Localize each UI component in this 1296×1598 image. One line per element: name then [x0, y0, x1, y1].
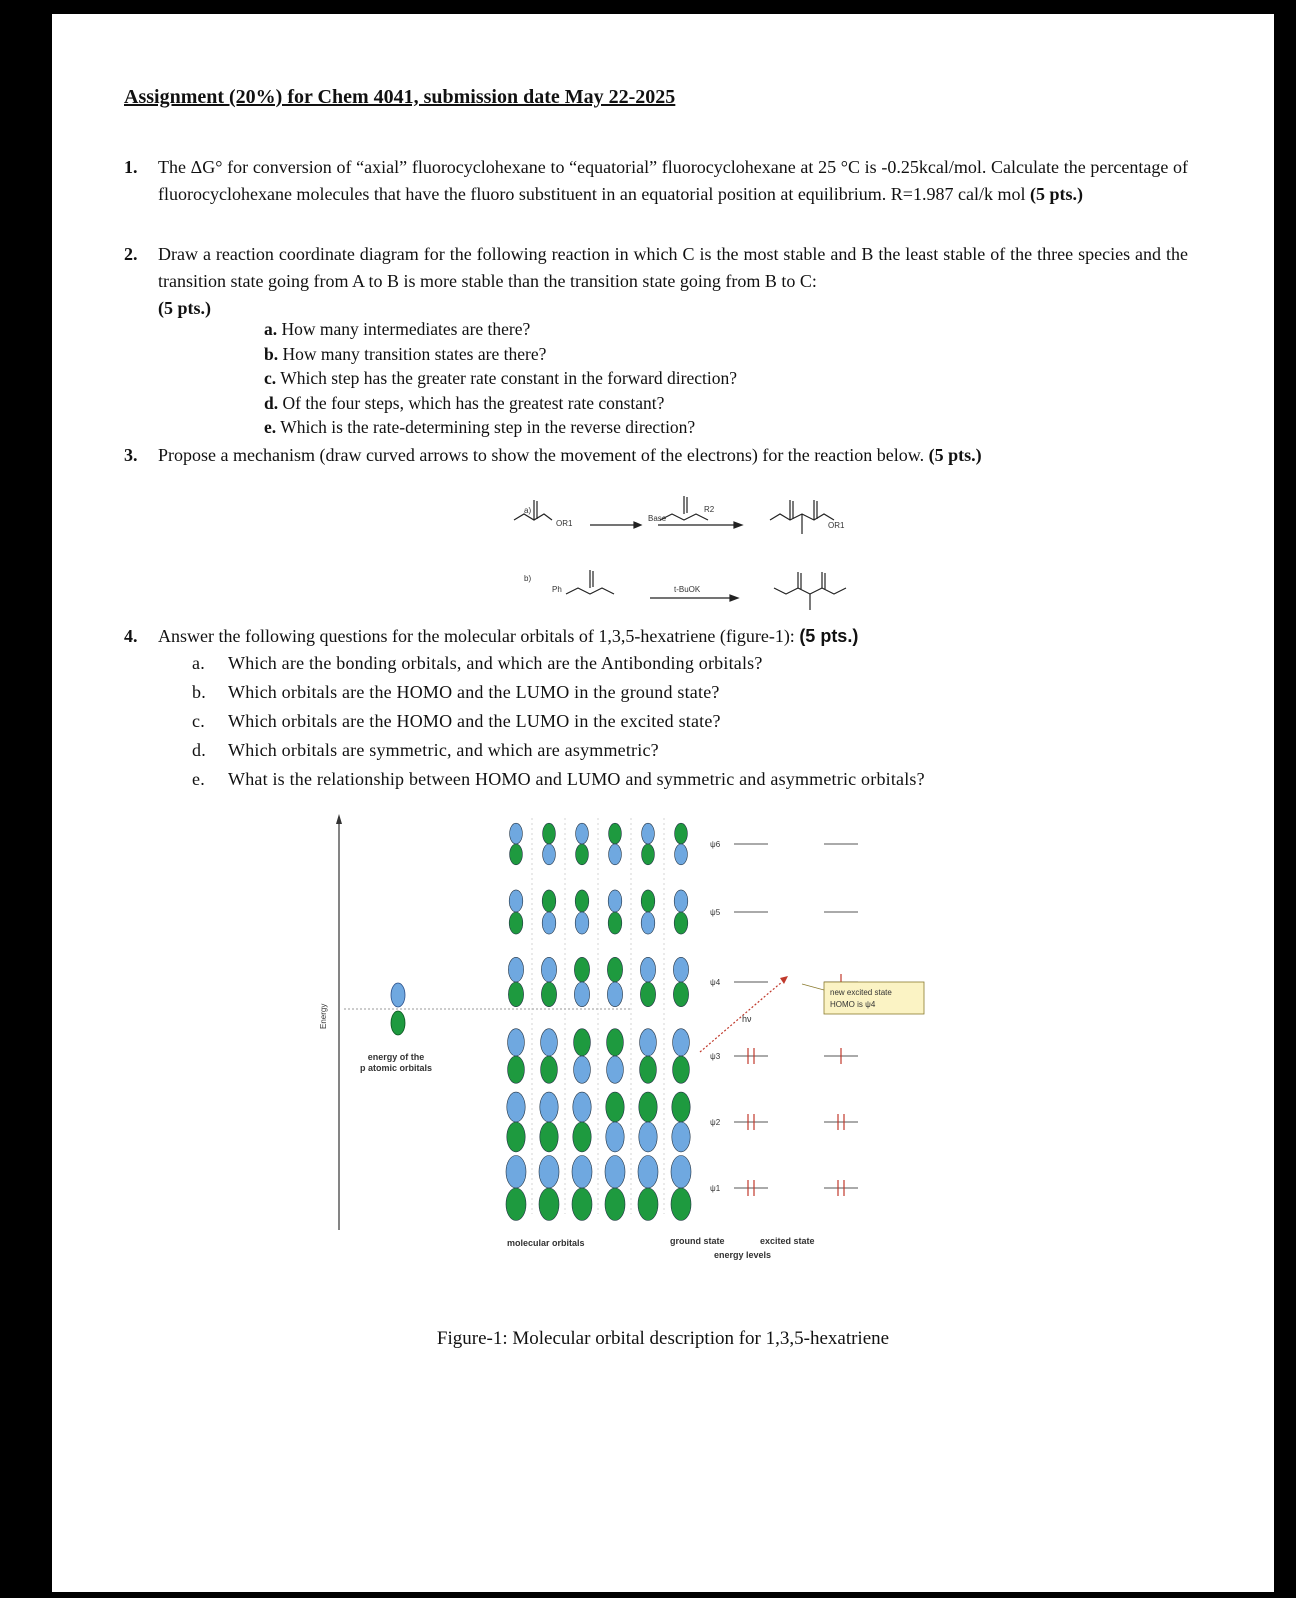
list-item: c. Which step has the greater rate constant in the forward direction? — [264, 368, 737, 388]
mo-lobe — [542, 912, 556, 934]
mo-row-psi1 — [506, 1156, 691, 1221]
mo-lobe — [609, 823, 622, 844]
psi-label: ψ3 — [710, 1052, 721, 1061]
mo-row-psi2 — [507, 1092, 690, 1152]
list-item: e. Which is the rate-determining step in the reverse direction? — [264, 417, 696, 437]
mo-lobe — [541, 1056, 558, 1083]
figure-caption: Figure-1: Molecular orbital description for 1,3,5-hexatriene — [436, 1328, 890, 1349]
mo-lobe — [641, 890, 655, 912]
question-text: Answer the following questions for the molecular orbitals of 1,3,5-hexatriene (figure-1): — [158, 626, 795, 646]
mo-lobe — [671, 1188, 691, 1221]
mo-lobe — [509, 890, 523, 912]
mo-lobe — [675, 844, 688, 865]
mo-lobe — [671, 1156, 691, 1189]
mo-lobe — [539, 1188, 559, 1221]
energy-levels-label: energy levels — [714, 1250, 772, 1260]
p-orbital-energy-caption: energy of the p atomic orbitals — [359, 1052, 432, 1073]
points: (5 pts.) — [928, 445, 982, 465]
list-item: e. What is the relationship between HOMO and LUMO and symmetric and asymmetric orbitals? — [192, 769, 925, 789]
mo-lobe — [509, 912, 523, 934]
points: (5 pts.) — [799, 626, 859, 646]
mo-lobe — [639, 1092, 657, 1122]
list-item: b. How many transition states are there? — [264, 343, 547, 364]
psi-label: ψ1 — [710, 1184, 721, 1193]
mo-lobe — [507, 1092, 525, 1122]
rxn-b-ph: Ph — [552, 585, 562, 594]
rxn-a-r2: R2 — [704, 505, 715, 514]
mo-lobe — [542, 890, 556, 912]
mo-lobe — [576, 844, 589, 865]
hv-arrow — [700, 982, 782, 1052]
hv-label: hν — [742, 1014, 752, 1024]
list-item: d. Of the four steps, which has the greatest rate constant? — [264, 392, 665, 413]
mo-lobe — [640, 982, 655, 1007]
mo-lobe — [543, 844, 556, 865]
list-item: b. Which orbitals are the HOMO and the LUMO in the ground state? — [192, 682, 720, 702]
mo-lobe — [608, 890, 622, 912]
psi-label: ψ5 — [710, 908, 721, 917]
mo-lobe — [540, 1122, 558, 1152]
mo-lobe — [605, 1188, 625, 1221]
mo-row-psi5 — [509, 890, 688, 934]
mo-lobe — [640, 1029, 657, 1056]
mo-lobe — [576, 823, 589, 844]
mo-lobe — [572, 1188, 592, 1221]
list-item: a. How many intermediates are there? — [264, 319, 531, 339]
question-text: The ΔG° for conversion of “axial” fluorocyclohexane to “equatorial” fluorocyclohexane at 25 °C is -0.25kcal/mol. Calculate the percentage of fluorocyclohexane molecules that have the fluoro substituent in an equatorial position at equilibrium. R=1.987 cal/k mol — [158, 157, 1188, 204]
mo-lobe — [639, 1122, 657, 1152]
psi-label: ψ2 — [710, 1118, 721, 1127]
assignment-title: Assignment (20%) for Chem 4041, submission date May 22-2025 — [124, 86, 676, 108]
mo-lobe — [607, 1029, 624, 1056]
rxn-a-r1: OR1 — [556, 519, 573, 528]
mo-lobe — [574, 982, 589, 1007]
mo-lobe — [543, 823, 556, 844]
mo-lobe — [673, 1029, 690, 1056]
mo-row-psi6 — [510, 823, 688, 865]
mo-lobe — [508, 982, 523, 1007]
rxn-b-label: b) — [524, 574, 532, 583]
mo-lobe — [673, 1056, 690, 1083]
ketone-skeleton — [566, 588, 614, 594]
mo-lobe — [507, 1122, 525, 1152]
mo-lobe — [608, 912, 622, 934]
mo-lobe — [609, 844, 622, 865]
list-item: c. Which orbitals are the HOMO and the LUMO in the excited state? — [192, 711, 721, 731]
mo-lobe — [506, 1188, 526, 1221]
molecular-orbitals-label: molecular orbitals — [507, 1238, 585, 1248]
psi-label: ψ6 — [710, 840, 721, 849]
mo-lobe — [574, 957, 589, 982]
mo-lobe — [672, 1122, 690, 1152]
mo-lobe — [607, 982, 622, 1007]
mo-lobe — [674, 890, 688, 912]
mo-lobe — [575, 912, 589, 934]
mo-lobe — [510, 844, 523, 865]
mo-lobe — [638, 1188, 658, 1221]
mo-lobe — [673, 982, 688, 1007]
q4-subquestions — [192, 649, 925, 794]
mo-lobe — [508, 1029, 525, 1056]
energy-levels — [710, 840, 858, 1196]
mo-row-psi3 — [508, 1029, 690, 1084]
mo-lobe — [573, 1122, 591, 1152]
reaction-scheme — [452, 482, 892, 612]
mo-lobe — [539, 1156, 559, 1189]
mo-lobe — [640, 1056, 657, 1083]
list-item: d. Which orbitals are symmetric, and which are asymmetric? — [192, 740, 659, 760]
ester-skeleton-a1 — [514, 514, 552, 520]
document-page — [52, 14, 1274, 1592]
mo-lobe — [606, 1092, 624, 1122]
points: (5 pts.) — [1029, 184, 1083, 204]
mo-lobe — [605, 1156, 625, 1189]
rxn-a-label: a) — [524, 506, 532, 515]
ground-state-label: ground state — [670, 1236, 725, 1246]
mo-lobe — [572, 1156, 592, 1189]
question-number: 4. — [124, 626, 138, 646]
points: (5 pts.) — [158, 298, 211, 318]
ester-skeleton-a2 — [660, 514, 708, 520]
mo-lobe — [638, 1156, 658, 1189]
mo-lobe — [575, 890, 589, 912]
mo-lobe — [641, 912, 655, 934]
mo-lobe — [640, 957, 655, 982]
q2-subquestions — [264, 317, 737, 440]
question-number: 3. — [124, 445, 138, 465]
mo-lobe — [508, 1056, 525, 1083]
mo-lobe — [574, 1029, 591, 1056]
note-line-1: new excited state — [830, 988, 892, 997]
rxn-a-r3: OR1 — [828, 521, 845, 530]
mo-lobe — [541, 1029, 558, 1056]
dione-skeleton — [774, 588, 846, 594]
question-text: Propose a mechanism (draw curved arrows to show the movement of the electrons) for the reaction below. — [158, 445, 925, 465]
mo-lobe — [541, 982, 556, 1007]
energy-axis-arrowhead — [336, 814, 342, 824]
rxn-a-reagent: Base — [648, 514, 667, 523]
question-number: 1. — [124, 157, 138, 177]
mo-lobe — [672, 1092, 690, 1122]
mo-lobe — [674, 912, 688, 934]
mo-lobe — [607, 1056, 624, 1083]
mo-lobe — [607, 957, 622, 982]
mo-lobe — [675, 823, 688, 844]
question-number: 2. — [124, 244, 138, 264]
rxn-b-reagent: t-BuOK — [674, 585, 701, 594]
list-item: a. Which are the bonding orbitals, and which are the Antibonding orbitals? — [192, 653, 763, 673]
note-line-2: HOMO is ψ4 — [830, 1000, 876, 1009]
mo-lobe — [508, 957, 523, 982]
mo-lobe — [606, 1122, 624, 1152]
mo-lobe — [573, 1092, 591, 1122]
excited-state-note-box — [824, 982, 924, 1014]
mo-lobe — [574, 1056, 591, 1083]
mo-lobe — [506, 1156, 526, 1189]
mo-lobe — [673, 957, 688, 982]
molecular-orbital-lobes — [506, 818, 691, 1221]
mo-row-psi4 — [508, 957, 688, 1006]
mo-lobe — [510, 823, 523, 844]
question-text: Draw a reaction coordinate diagram for the following reaction in which C is the most stable and B the least stable of the three species and the transition state going from A to B is more stable than the transition state going from B to C: — [158, 244, 1188, 291]
mo-lobe — [541, 957, 556, 982]
excited-state-label: excited state — [760, 1236, 815, 1246]
mo-diagram — [302, 804, 942, 1274]
mo-lobe — [540, 1092, 558, 1122]
psi-label: ψ4 — [710, 978, 721, 987]
mo-lobe — [642, 844, 655, 865]
mo-lobe — [642, 823, 655, 844]
energy-label: Energy — [319, 1003, 328, 1029]
